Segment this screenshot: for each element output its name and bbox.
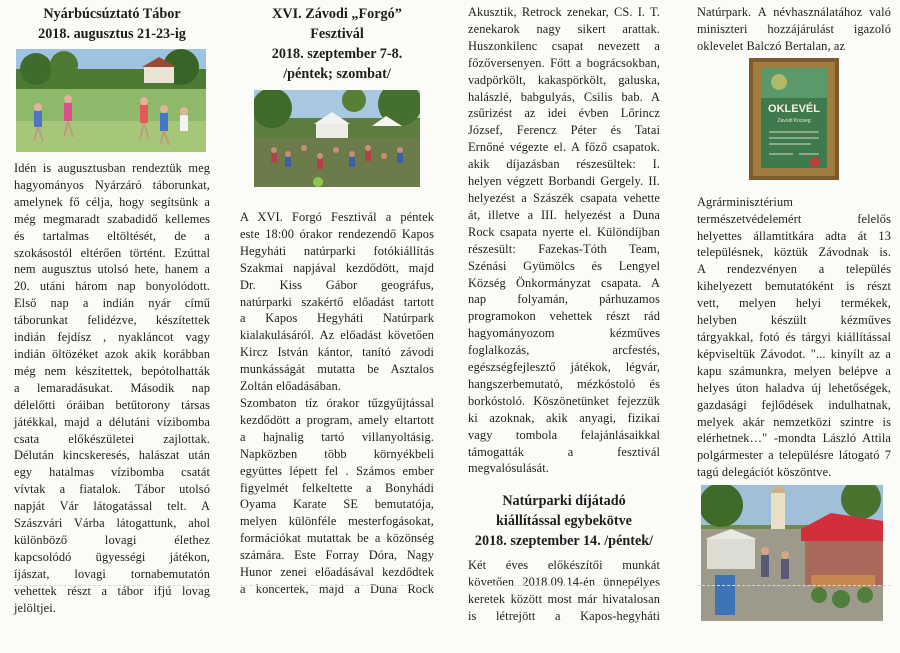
fold-line (240, 585, 434, 587)
text-line: támogatták a fesztivál (468, 444, 660, 459)
text-line: borkóstoló. Köszönetünket fejezzük (468, 393, 660, 408)
text-line: tárgyakkal, fotó és tárgyi kiállítással (697, 329, 891, 344)
text-line: a koncertek, majd a Duna Rock (240, 581, 434, 596)
text-line: különböző lovagi élethez (14, 532, 210, 547)
text-line: kapu számunkra, melyen belépve a (697, 363, 891, 378)
text-line: számára. Este Forray Dóra, Nagy (240, 548, 434, 563)
award-date: 2018. szeptember 14. /péntek/ (474, 533, 654, 550)
text-line: indián fejdísz , nyakláncot vagy (14, 330, 210, 345)
column-2 (240, 0, 434, 598)
camp-title-line1: Nyárbúcsúztató Tábor (43, 6, 181, 22)
text-line: Kircz István kántor, tanító závodi (240, 345, 434, 360)
text-line: munkásságát mutatta be Asztalos (240, 362, 434, 377)
text-line: Rock csapata nyerte el. Különdíjban (468, 224, 660, 239)
text-line: akik díjazásban részesültek: I. (468, 157, 660, 172)
exhibition-photo (701, 485, 883, 621)
text-line: gazdasági fejlődések indulhatnak, (697, 397, 891, 412)
text-line: Első nap a indián nyár című (14, 296, 210, 311)
text-line: nap folyamán, párhuzamos (468, 292, 660, 307)
text-line: kapcsolódó ügyességi játékon, (14, 549, 210, 564)
text-line: ki azoknak, akik anyagi, fizikai (468, 410, 660, 425)
text-line: helyes úton haladva új lehetőségek, (697, 380, 891, 395)
text-line: vívtak a fiatalok. Tábor utolsó (14, 482, 210, 497)
text-line: vett, melyen helyi termékek, (697, 296, 891, 311)
text-line: még megmaradt szabadidő kellemes (14, 211, 210, 226)
text-line: helyen végzett Borbandi Gergely. II. (468, 174, 660, 189)
award-text (468, 557, 660, 625)
text-line: egészségfejlesztő játékok, légvár, (468, 360, 660, 375)
festival-title-line2: Fesztivál (310, 26, 364, 42)
text-line: együttes lépett fel . Számos ember (240, 463, 434, 478)
text-line: a hajnalig tartó villanyoltásig. (240, 429, 434, 444)
text-line: melyen különféle mesterfogásokat, (240, 514, 434, 529)
text-line: Szombaton tíz órakor tűzgyűjtással (240, 395, 434, 410)
text-line: csata előkészületei zajlottak. (14, 431, 210, 446)
certificate-word: OKLEVÉL (768, 102, 820, 115)
text-line: A rendezvényen a település (697, 262, 891, 277)
text-line: Szászvári Várba látogattunk, ahol (14, 516, 210, 531)
festival-days: /péntek; szombat/ (283, 66, 391, 82)
award-title-line1: Natúrparki díjátadó (502, 493, 626, 510)
festival-photo (254, 90, 420, 187)
text-line: képviseltük Závodot. "... kinyílt az a (697, 346, 891, 361)
text-line: 20. utáni három nap bonyolódott. (14, 279, 210, 294)
text-line: Idén is augusztusban rendeztük meg (14, 161, 210, 175)
text-line: részesült: Fazekas-Tóth Team, (468, 241, 660, 256)
text-line: vadpörkölt, kakaspörkölt, galuska, (468, 72, 660, 87)
text-line: Szakmai napjával kezdődött, majd (240, 260, 434, 275)
text-line: napját Vár látogatással telt. A (14, 499, 210, 514)
text-line: Hegyháti natúrparki fotókiállítás (240, 243, 434, 258)
text-line: Natúrpark. A névhasználatához való (697, 5, 891, 19)
text-line: Délután kincskeresés, halászat után (14, 448, 210, 463)
text-line: helyettes államtitkára adta át 13 (697, 228, 891, 243)
text-line: Dr. Kiss Gábor geográfus, (240, 277, 434, 292)
text-line: helyben készült kézműves (697, 313, 891, 328)
text-line: Két éves előkészítői munkát (468, 558, 660, 573)
text-line: halászlé, babgulyás, Csilis bab. A (468, 89, 660, 104)
text-line: egy hatalmas vízibomba csatát (14, 465, 210, 480)
text-line: megvalósulását. (468, 461, 549, 476)
text-line: Huszonkilenc csapat nevezett a (468, 38, 660, 53)
festival-title (240, 4, 434, 84)
text-line: is létrejött a Kapos-hegyháti (468, 609, 660, 624)
text-line: íjászat, lovagi tornabemutatón (14, 566, 210, 581)
text-line: főzőversenyen. Főtt a bográcsokban, (468, 55, 660, 70)
text-line: melyek akár nemzetközi szintre is (697, 414, 891, 429)
certificate-subtitle: Zavodi Kozseg (777, 117, 811, 124)
text-line: keretek között most már hivatalosan (468, 592, 660, 607)
text-line: követően 2018.09.14-én ünnepélyes (468, 575, 660, 590)
column-3 (468, 0, 660, 625)
text-line: a Kapos Hegyháti Natúrpark (240, 311, 434, 326)
text-line: jelöltjei. (14, 600, 56, 615)
camp-date: 2018. augusztus 21-23-ig (38, 26, 186, 42)
text-line: amelynek fő célja, hogy segítsünk a (14, 194, 210, 209)
text-line: kihelyezett bemutatóként is részt (697, 279, 891, 294)
text-line: este 18:00 órakor rendezendő Kapos (240, 226, 434, 241)
text-line: hangszerbemutató, mézkóstoló és (468, 376, 660, 391)
text-line: programokon vehettek részt rád (468, 309, 660, 324)
text-line: miniszteri hozzájárulást igazoló (697, 21, 891, 36)
column-1 (14, 0, 210, 616)
text-line: Napközben több környékbeli (240, 446, 434, 461)
fold-line (14, 585, 210, 587)
text-line: natúrparki szakértő előadást tartott (240, 294, 434, 309)
text-line: József, Ferencz Péter és Tatai (468, 123, 660, 138)
text-line: Szénási Gyümölcs és Lengyel (468, 258, 660, 273)
text-line: át, illetve a III. helyezést a Duna (468, 207, 660, 222)
award-title-line2: kiállítással egybekötve (496, 513, 632, 530)
text-line: polgármester a településre látogató 7 (697, 448, 891, 463)
text-line: hagyományos Nyárzáró táborunkat, (14, 177, 210, 192)
fold-line (697, 585, 891, 587)
text-line: Akusztik, Retrock zenekar, CS. I. T. (468, 5, 660, 19)
award-text-continued (697, 4, 891, 55)
text-line: vehettek részt a tábor ifjú lovag (14, 583, 210, 598)
text-line: természetvédelemért felelős (697, 211, 891, 226)
text-line: és tartalmas eltöltését, de a (14, 228, 210, 243)
text-line: zenekarok nagy sikert arattak. (468, 21, 660, 36)
text-line: Község Önkormányzat csapata. A (468, 275, 660, 290)
text-line: szokásostól eltérően történt. Ezúttal (14, 245, 210, 260)
text-line: zsűrizést az idei évben Lőrincz (468, 106, 660, 121)
certificate-photo (749, 58, 839, 180)
fold-line (468, 585, 660, 587)
text-line: foglalkozás, arcfestés, (468, 343, 660, 358)
festival-text (240, 209, 434, 598)
festival-title-line1: XVI. Závodi „Forgó” (272, 6, 402, 22)
award-title (468, 491, 660, 551)
text-line: figyelmét felkeltette a Bonyhádi (240, 480, 434, 495)
text-line: kezdődött a program, amely eltartott (240, 412, 434, 427)
text-line: tagú delegációt köszöntve. (697, 465, 832, 480)
text-line: Hunor zenei előadásával kezdődtek (240, 565, 434, 580)
text-line: délelőtti óráiban betűtorony társas (14, 397, 210, 412)
text-line: A XVI. Forgó Fesztivál a péntek (240, 210, 434, 224)
text-line: táborunkat felidézve, készítettek (14, 313, 210, 328)
text-line: településnek, köztük Závodnak is. (697, 245, 891, 260)
text-line: Ernőné végezte el. A főző csapatok. (468, 140, 660, 155)
text-line: Agrárminisztérium (697, 194, 793, 209)
text-line: helyezést a Szászék csapata vehette (468, 190, 660, 205)
camp-photo (16, 49, 206, 152)
column-4 (697, 0, 891, 621)
text-line: formációkat mutattak be a közönség (240, 531, 434, 546)
camp-text (14, 160, 210, 616)
text-line: hagyományozom kézműves (468, 326, 660, 341)
award-text-2 (697, 194, 891, 481)
text-line: kialakulásáról. Az előadást követően (240, 328, 434, 343)
text-line: indián öltözéket azok akik korábban (14, 346, 210, 361)
text-line: oklevelet Balczó Bertalan, az (697, 38, 846, 53)
text-line: a lemaradásukat. Második nap (14, 380, 210, 395)
text-line: elérhetnek…" -mondta László Attila (697, 431, 891, 446)
text-line: játékkal, majd a délutáni vízibomba (14, 414, 210, 429)
text-line: még nem készítettek, bepótolhatták (14, 363, 210, 378)
text-line: Zoltán előadásában. (240, 379, 341, 394)
festival-date: 2018. szeptember 7-8. (271, 46, 403, 62)
festival-text-continued (468, 4, 660, 477)
text-line: vagy tombola felajánlásaikkal (468, 427, 660, 442)
text-line: nem augusztus utolsó hete, hanem a (14, 262, 210, 277)
camp-title (14, 4, 210, 44)
text-line: Oyama Karate SE bemutatója, (240, 497, 434, 512)
